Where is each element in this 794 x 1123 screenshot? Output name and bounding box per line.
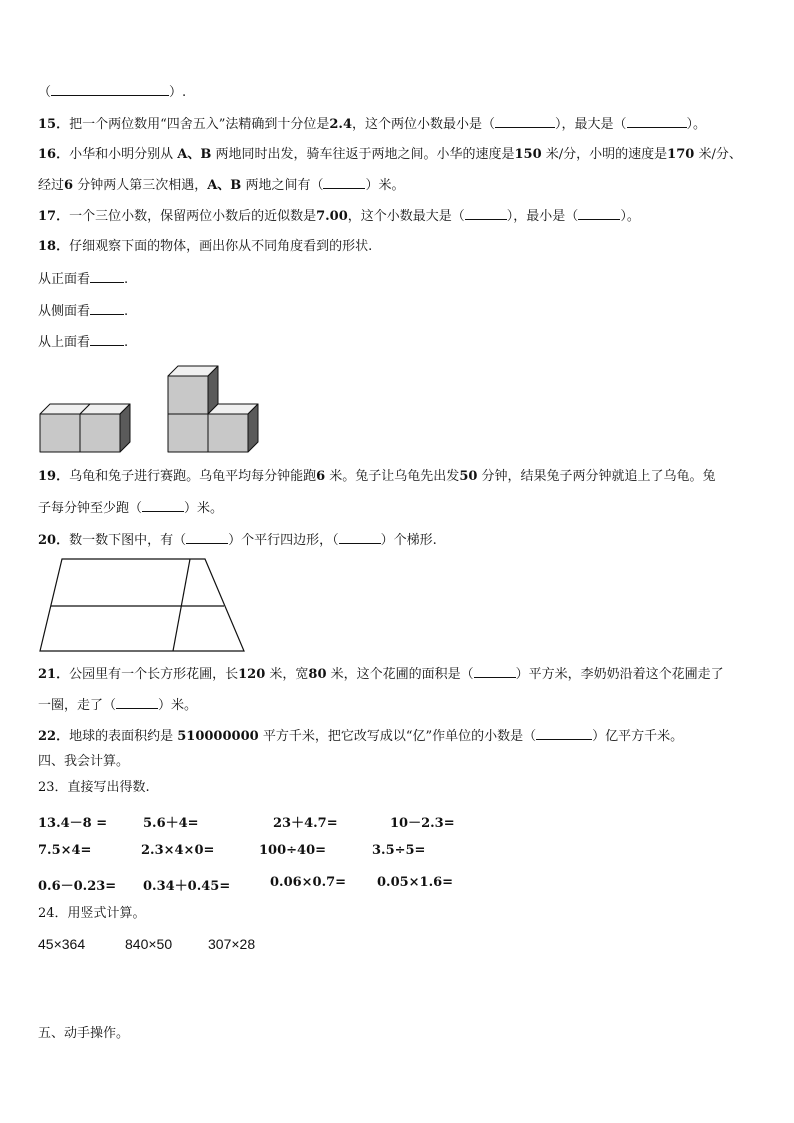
vertical-calc-item: 840×50 [125,936,173,952]
calc-item: 0.06×0.7= [270,875,347,890]
question-15: 15．把一个两位数用“四舍五入”法精确到十分位是2.4，这个两位小数最小是（ ），最大是（ ）。 [38,117,707,132]
view-top-line: 从上面看 . [38,335,129,350]
answer-blank[interactable] [186,531,228,544]
calc-item: 100÷40= [259,843,327,858]
answer-blank[interactable] [578,207,620,220]
view-front-line: 从正面看 . [38,272,129,287]
cube [208,404,258,452]
answer-blank[interactable] [495,115,555,128]
trapezoid-outline [40,559,244,651]
answer-blank[interactable] [465,207,507,220]
answer-blank[interactable] [90,333,124,346]
calc-item: 5.6＋4= [143,816,199,831]
question-21-line2: 一圈，走了（ ）米。 [38,698,198,713]
cube [168,414,208,452]
question-20: 20．数一数下图中，有（ ）个平行四边形，（ ）个梯形. [38,533,437,548]
answer-blank[interactable] [536,727,592,740]
calc-item: 3.5÷5= [372,843,426,858]
question-19-line2: 子每分钟至少跑（ ）米。 [38,501,224,516]
section-4-heading: 四、我会计算。 [38,754,130,769]
slanted-divider [173,559,190,651]
vertical-calc-item: 307×28 [208,936,256,952]
vertical-calc-item: 45×364 [38,936,86,952]
calc-item: 2.3×4×0= [141,843,215,858]
q14-tail: （ ）. [38,85,187,100]
answer-blank[interactable] [323,176,365,189]
section-5-heading: 五、动手操作。 [38,1026,130,1041]
cube-figure [38,362,268,456]
calc-item: 0.34＋0.45= [143,879,231,894]
question-24-title: 24．用竖式计算。 [38,906,146,921]
question-19-line1: 19．乌龟和兔子进行赛跑。乌龟平均每分钟能跑6 米。兔子让乌龟先出发50 分钟，结果兔子两分钟就追上了乌龟。兔 [38,469,716,484]
question-16-line2: 经过6 分钟两人第三次相遇，A、B 两地之间有（ ）米。 [38,178,405,193]
answer-blank[interactable] [51,83,169,96]
answer-blank[interactable] [339,531,381,544]
calc-item: 7.5×4= [38,843,92,858]
trapezoid-figure [38,556,248,654]
question-16-line1: 16．小华和小明分别从 A、B 两地同时出发，骑车往返于两地之间。小华的速度是150 米/分，小明的速度是170 米/分、 [38,147,742,162]
calc-item: 10－2.3= [390,816,455,831]
question-23-title: 23．直接写出得数. [38,780,150,795]
answer-blank[interactable] [142,499,184,512]
question-18: 18．仔细观察下面的物体，画出你从不同角度看到的形状. [38,239,373,254]
cube [168,366,218,414]
cube [80,404,130,452]
question-22: 22．地球的表面积约是 510000000 平方千米，把它改写成以“亿”作单位的小数是（ ）亿平方千米。 [38,729,684,744]
question-21-line1: 21．公园里有一个长方形花圃，长120 米，宽80 米，这个花圃的面积是（ ）平方米，李奶奶沿着这个花圃走了 [38,667,724,682]
answer-blank[interactable] [116,696,158,709]
calc-item: 13.4－8 = [38,816,108,831]
view-side-line: 从侧面看 . [38,304,129,319]
answer-blank[interactable] [90,302,124,315]
calc-item: 0.6－0.23= [38,879,117,894]
question-17: 17．一个三位小数，保留两位小数后的近似数是7.00，这个小数最大是（ ），最小是（ ）。 [38,209,640,224]
answer-blank[interactable] [90,270,124,283]
answer-blank[interactable] [474,665,516,678]
answer-blank[interactable] [627,115,687,128]
calc-item: 0.05×1.6= [377,875,454,890]
calc-item: 23＋4.7= [273,816,338,831]
